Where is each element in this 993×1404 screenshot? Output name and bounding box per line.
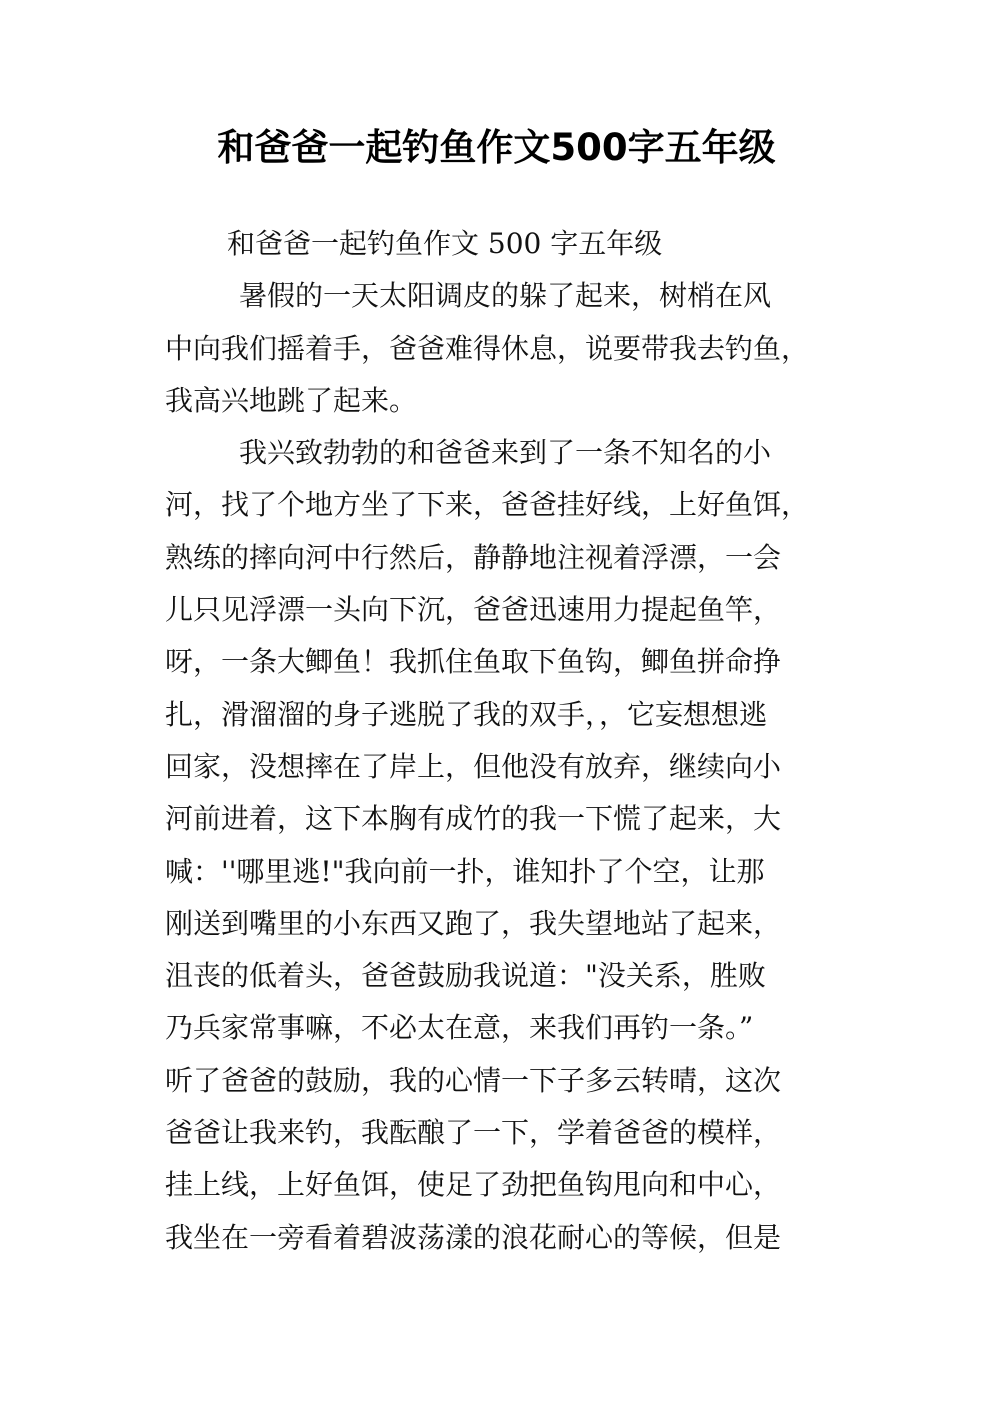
paragraph-line: 挂上线，上好鱼饵，使足了劲把鱼钩甩向和中心，: [165, 1168, 782, 1202]
paragraph-line: 喊：''哪里逃!"我向前一扑，谁知扑了个空，让那: [165, 854, 765, 888]
subtitle-line: 和爸爸一起钓鱼作文 500 字五年级: [227, 227, 663, 260]
paragraph-line: 乃兵家常事嘛，不必太在意，来我们再钓一条。”: [165, 1011, 754, 1045]
paragraph-line: 听了爸爸的鼓励，我的心情一下子多云转晴，这次: [165, 1063, 782, 1097]
paragraph-line: 熟练的摔向河中行然后，静静地注视着浮漂，一会: [165, 540, 782, 574]
paragraph-line: 中向我们摇着手，爸爸难得休息，说要带我去钓鱼，: [165, 331, 810, 365]
paragraph-line: 扎，滑溜溜的身子逃脱了我的双手，，它妄想想逃: [165, 697, 768, 731]
paragraph-line: 沮丧的低着头，爸爸鼓励我说道："没关系，胜败: [165, 959, 766, 993]
paragraph-line: 呀，一条大鲫鱼！我抓住鱼取下鱼钩，鲫鱼拼命挣: [165, 645, 782, 679]
paragraph-line: 河前进着，这下本胸有成竹的我一下慌了起来，大: [165, 802, 782, 836]
paragraph-line: 我兴致勃勃的和爸爸来到了一条不知名的小: [239, 436, 772, 470]
paragraph-line: 儿只见浮漂一头向下沉，爸爸迅速用力提起鱼竿，: [165, 593, 782, 627]
document-body: [165, 218, 845, 1264]
paragraph-line: 爸爸让我来钓，我酝酿了一下，学着爸爸的模样，: [165, 1116, 782, 1150]
paragraph-line: 暑假的一天太阳调皮的躲了起来，树梢在风: [239, 279, 772, 313]
paragraph-line: 刚送到嘴里的小东西又跑了，我失望地站了起来，: [165, 906, 782, 940]
paragraph-line: 我坐在一旁看着碧波荡漾的浪花耐心的等候，但是: [165, 1220, 782, 1254]
paragraph-line: 回家，没想摔在了岸上，但他没有放弃，继续向小: [165, 749, 782, 783]
paragraph-line: 河，找了个地方坐了下来，爸爸挂好线，上好鱼饵，: [165, 488, 810, 522]
paragraph-line: 我高兴地跳了起来。: [165, 383, 418, 417]
document-title: 和爸爸一起钓鱼作文500字五年级: [217, 126, 776, 169]
